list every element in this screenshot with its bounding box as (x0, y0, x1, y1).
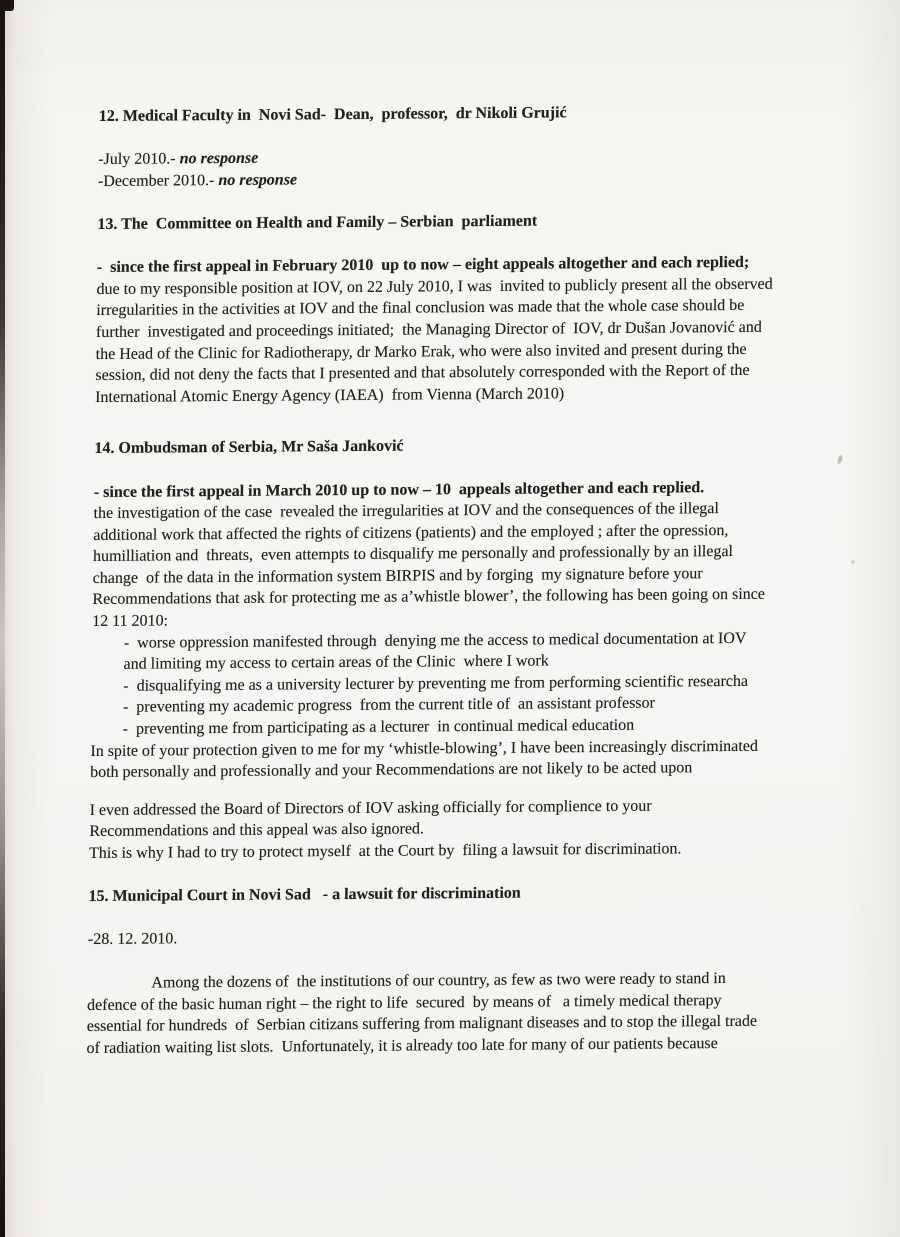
scan-edge-shadow (0, 0, 5, 1237)
text-line: 12 11 2010: (92, 612, 169, 631)
text-line: both personally and professionally and your Recommendations are not likely to be acted upon (90, 759, 693, 782)
bullet-line: - worse oppression manifested through denying me the access to medical documentation at IOV (123, 629, 747, 652)
text-line: defence of the basic human right – the right to life secured by means of a timely medical therapy (86, 991, 722, 1014)
text-line: In spite of your protection given to me for my ‘whistle-blowing’, I have been increasingly discriminated (90, 737, 758, 760)
section-15-closing-paragraph (86, 967, 869, 1060)
lead-line: - since the first appeal in March 2010 up to now – 10 appeals altogether and each replied. (93, 478, 705, 501)
bullet-line: - disqualifying me as a university lecturer by preventing me from performing scientific researcha (123, 672, 749, 695)
section-14-paragraph (92, 475, 876, 632)
text-line: further investigated and proceedings initiated; the Managing Director of IOV, dr Dušan Jovanović and (95, 318, 762, 341)
section-14-followup (89, 794, 872, 865)
text-line: additional work that affected the rights of citizens (patients) and the employed ; after the opression, (93, 521, 729, 544)
text-line: I even addressed the Board of Directors of IOV asking officially for complience to your (89, 797, 652, 819)
text-line: International Atomic Energy Agency (IAEA) from Vienna (March 2010) (95, 385, 565, 406)
response-status: no response (179, 149, 259, 168)
text-line: Recommendations and this appeal was also ignored. (89, 820, 425, 841)
lead-line: - since the first appeal in February 2010 up to now – eight appeals altogether and each replied; (96, 254, 750, 277)
text-line: of radiation waiting list slots. Unfortunately, it is already too late for many of our patients because (86, 1034, 718, 1057)
section-13-paragraph (95, 251, 879, 408)
scan-corner-mark (0, 0, 14, 11)
text-line: Recommendations that ask for protecting me as a’whistle blower’, the following has been going on since (92, 586, 766, 609)
text-line: This is why I had to try to protect myself at the Court by filing a lawsuit for discrimination. (88, 840, 682, 862)
text-line: Among the dozens of the institutions of our country, as few as two were ready to stand in (151, 969, 726, 992)
text-line: the investigation of the case revealed the irregularities at IOV and the consequences of the illegal (93, 500, 720, 523)
response-date: -July 2010.- (98, 150, 180, 169)
text-line: irregularities in the activities at IOV and the final conclusion was made that the whole case should be (96, 297, 745, 320)
section-15-date (88, 923, 870, 951)
section-14-heading (94, 432, 876, 460)
bullet-line: and limiting my access to certain areas of the Clinic where I work (123, 652, 549, 673)
section-14-conclusion (90, 734, 873, 783)
response-date: -December 2010.- (97, 171, 219, 190)
bullet-line: - preventing me from participating as a lecturer in continual medical education (122, 716, 635, 738)
text-line: change of the data in the information system BIRPIS and by forging my signature before your (92, 565, 703, 587)
heading-text: 14. Ombudsman of Serbia, Mr Saša Janković (94, 437, 404, 458)
text-line: humilliation and threats, even attempts to disqualify me personally and professionally by an illegal (92, 543, 734, 566)
bullet-line: - preventing my academic progress from the current title of an assistant professor (122, 695, 656, 717)
response-status: no response (218, 171, 298, 189)
section-12-responses (98, 143, 881, 192)
text-line: the Head of the Clinic for Radiotherapy, dr Marko Erak, who were also invited and present during the (95, 340, 747, 363)
section-12-heading (99, 100, 881, 128)
heading-text: 13. The Committee on Health and Family – Serbian parliament (97, 212, 538, 233)
text-line: session, did not deny the facts that I presented and that absolutely corresponded with the Report of the (95, 361, 750, 385)
heading-text: 15. Municipal Court in Novi Sad - a lawsuit for discrimination (88, 884, 521, 906)
section-13-heading (97, 208, 879, 236)
section-15-heading (88, 880, 870, 908)
text-line: due to my responsible position at IOV, on 22 July 2010, I was invited to publicly present all the observed (96, 275, 773, 298)
text-line: essential for hundreds of Serbian citizans suffering from malignant diseases and to stop the illegal trade (86, 1012, 758, 1036)
document-content (86, 100, 881, 1059)
date-line: -28. 12. 2010. (87, 930, 178, 949)
section-14-bullet-list (91, 627, 875, 741)
heading-text: 12. Medical Faculty in Novi Sad- Dean, professor, dr Nikoli Grujić (98, 104, 567, 125)
